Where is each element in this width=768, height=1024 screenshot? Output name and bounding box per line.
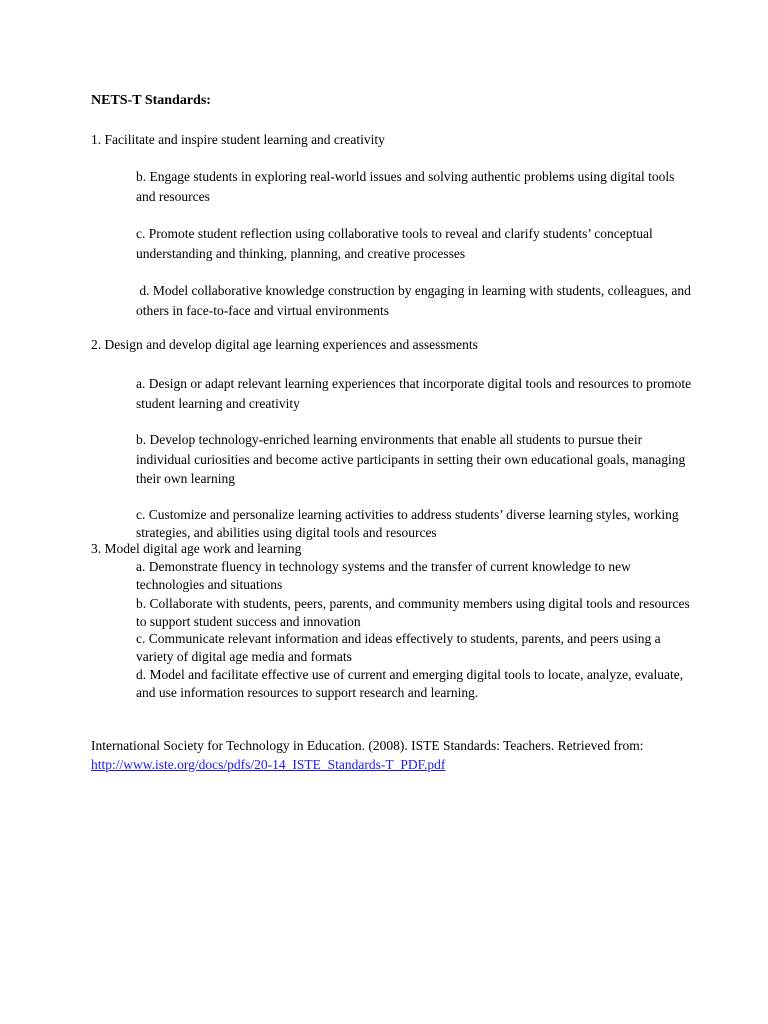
section-1-title: 1. Facilitate and inspire student learning and creativity: [91, 132, 385, 147]
section-2-item-c: c. Customize and personalize learning activities to address students’ diverse learning styles, working strategies, and abilities using digital tools and resources: [136, 507, 679, 540]
section-2-item-b: b. Develop technology-enriched learning environments that enable all students to pursue their individual curiosities and become active participants in setting their own educational goals, managing their own learning: [136, 432, 686, 486]
section-2-title: 2. Design and develop digital age learning experiences and assessments: [91, 337, 478, 352]
section-3-item-b: b. Collaborate with students, peers, parents, and community members using digital tools and resources to support student success and innovation: [136, 596, 690, 629]
section-1-item-d: d. Model collaborative knowledge construction by engaging in learning with students, colleagues, and others in face-to-face and virtual environments: [136, 283, 695, 318]
citation-text: International Society for Technology in Education. (2008). ISTE Standards: Teachers. Retrieved from:: [91, 738, 651, 753]
section-3-title: 3. Model digital age work and learning: [91, 541, 302, 556]
section-1-item-b: b. Engage students in exploring real-world issues and solving authentic problems using digital tools and resources: [136, 169, 675, 204]
section-1-item-c: c. Promote student reflection using collaborative tools to reveal and clarify students’ conceptual understanding and thinking, planning, and creative processes: [136, 226, 653, 261]
document-heading: NETS-T Standards:: [91, 93, 211, 108]
citation: [91, 736, 691, 774]
section-3-item-a: a. Demonstrate fluency in technology systems and the transfer of current knowledge to new technologies and situations: [136, 559, 631, 592]
section-2-item-a: a. Design or adapt relevant learning experiences that incorporate digital tools and resources to promote student learning and creativity: [136, 376, 692, 411]
section-3-item-c: c. Communicate relevant information and ideas effectively to students, parents, and peers using a variety of digital age media and formats: [136, 631, 661, 664]
section-3-item-d: d. Model and facilitate effective use of current and emerging digital tools to locate, analyze, evaluate, and use information resources to support research and learning.: [136, 667, 684, 700]
citation-link[interactable]: http://www.iste.org/docs/pdfs/20-14_ISTE_Standards-T_PDF.pdf: [91, 757, 446, 772]
